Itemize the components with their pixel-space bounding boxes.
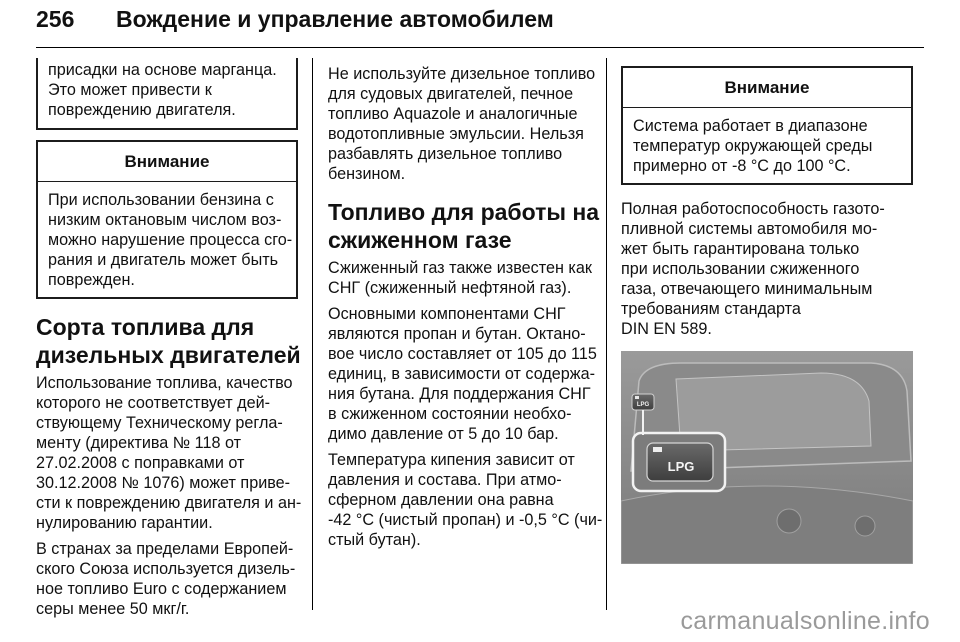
text-line: требованиям стандарта bbox=[621, 300, 801, 318]
text-line: поврежден. bbox=[48, 271, 135, 289]
heading-line: Топливо для работы на bbox=[328, 199, 600, 225]
fuel-selector-illustration bbox=[621, 351, 913, 564]
text-line: ствующему Техническому регла- bbox=[36, 414, 283, 432]
text-line: для судовых двигателей, печное bbox=[328, 85, 574, 103]
continued-warning-box bbox=[36, 58, 298, 130]
warning-title: Внимание bbox=[623, 68, 911, 108]
text-line: которого не соответствует дей- bbox=[36, 394, 271, 412]
page-title: Вождение и управление автомобилем bbox=[116, 6, 554, 32]
text-line: газа, отвечающего минимальным bbox=[621, 280, 873, 298]
text-line: менту (директива № 118 от bbox=[36, 434, 242, 452]
text-line: ное топливо Euro с содержанием bbox=[36, 580, 287, 598]
warning-box-petrol bbox=[36, 140, 298, 299]
text-line: В странах за пределами Европей- bbox=[36, 540, 294, 558]
text-line: Температура кипения зависит от bbox=[328, 451, 575, 469]
paragraph bbox=[328, 258, 594, 298]
text-line: единиц, в зависимости от содержа- bbox=[328, 365, 596, 383]
text-line: серы менее 50 мкг/г. bbox=[36, 600, 190, 618]
large-lpg-label: LPG bbox=[667, 459, 695, 474]
text-line: водотопливные эмульсии. Нельзя bbox=[328, 125, 584, 143]
column-3 bbox=[621, 66, 913, 373]
text-line: являются пропан и бутан. Октано- bbox=[328, 325, 586, 343]
text-line: Основными компонентами СНГ bbox=[328, 305, 566, 323]
text-line: Сжиженный газ также известен как bbox=[328, 259, 592, 277]
warning-box-temperature bbox=[621, 66, 913, 185]
heading-line: сжиженном газе bbox=[328, 227, 512, 253]
column-divider-2 bbox=[606, 58, 607, 610]
text-line: примерно от -8 °C до 100 °C. bbox=[633, 157, 851, 175]
text-line: пливной системы автомобиля мо- bbox=[621, 220, 878, 238]
console-knob bbox=[777, 509, 801, 533]
text-line: стый бутан). bbox=[328, 531, 421, 549]
text-line: димо давление от 5 до 10 бар. bbox=[328, 425, 559, 443]
text-line: температур окружающей среды bbox=[633, 137, 873, 155]
header-rule bbox=[36, 47, 924, 48]
small-lpg-label: LPG bbox=[636, 402, 650, 408]
text-line: СНГ (сжиженный нефтяной газ). bbox=[328, 279, 572, 297]
text-line: вое число составляет от 105 до 115 bbox=[328, 345, 597, 363]
page-number: 256 bbox=[36, 6, 75, 32]
column-2 bbox=[328, 64, 603, 556]
text-line: сти к повреждению двигателя и ан- bbox=[36, 494, 302, 512]
paragraph bbox=[328, 304, 597, 444]
text-line: в сжиженном состоянии необхо- bbox=[328, 405, 572, 423]
text-line: Использование топлива, качество bbox=[36, 374, 293, 392]
text-line: Это может привести к bbox=[48, 81, 212, 99]
text-line: топливо Aquazole и аналогичные bbox=[328, 105, 578, 123]
text-line: при использовании сжиженного bbox=[621, 260, 860, 278]
text-line: рания и двигатель может быть bbox=[48, 251, 279, 269]
console-knob bbox=[855, 516, 875, 536]
continued-warning-text bbox=[48, 60, 286, 120]
footer-watermark: carmanualsonline.info bbox=[680, 607, 930, 635]
text-line: бензином. bbox=[328, 165, 406, 183]
small-lpg-indicator bbox=[635, 396, 639, 399]
text-line: давления и состава. При атмо- bbox=[328, 471, 562, 489]
warning-body bbox=[623, 108, 911, 183]
text-line: нулированию гарантии. bbox=[36, 514, 213, 532]
large-lpg-indicator bbox=[653, 447, 662, 452]
text-line: можно нарушение процесса сго- bbox=[48, 231, 293, 249]
text-line: жет быть гарантирована только bbox=[621, 240, 860, 258]
paragraph bbox=[36, 539, 298, 619]
heading-line: дизельных двигателей bbox=[36, 342, 301, 368]
paragraph bbox=[36, 373, 302, 533]
text-line: 27.02.2008 с поправками от bbox=[36, 454, 245, 472]
text-line: Полная работоспособность газото- bbox=[621, 200, 885, 218]
column-1 bbox=[36, 58, 302, 625]
text-line: низким октановым числом воз- bbox=[48, 211, 282, 229]
text-line: -42 °C (чистый пропан) и -0,5 °C (чи- bbox=[328, 511, 603, 529]
text-line: 30.12.2008 № 1076) может приве- bbox=[36, 474, 291, 492]
text-line: разбавлять дизельное топливо bbox=[328, 145, 563, 163]
text-line: При использовании бензина с bbox=[48, 191, 274, 209]
text-line: повреждению двигателя. bbox=[48, 101, 236, 119]
column-divider-1 bbox=[312, 58, 313, 610]
text-line: DIN EN 589. bbox=[621, 320, 712, 338]
section-heading-diesel bbox=[36, 313, 301, 369]
warning-body bbox=[38, 182, 296, 297]
section-heading-lpg bbox=[328, 198, 600, 254]
heading-line: Сорта топлива для bbox=[36, 314, 255, 340]
text-line: Система работает в диапазоне bbox=[633, 117, 868, 135]
text-line: присадки на основе марганца. bbox=[48, 61, 277, 79]
console-drawing bbox=[621, 351, 913, 564]
text-line: сферном давлении она равна bbox=[328, 491, 554, 509]
paragraph bbox=[328, 64, 594, 184]
paragraph bbox=[621, 199, 913, 339]
text-line: ния бутана. Для поддержания СНГ bbox=[328, 385, 591, 403]
text-line: Не используйте дизельное топливо bbox=[328, 65, 596, 83]
text-line: ского Союза используется дизель- bbox=[36, 560, 296, 578]
paragraph bbox=[328, 450, 603, 550]
warning-title: Внимание bbox=[38, 142, 296, 182]
